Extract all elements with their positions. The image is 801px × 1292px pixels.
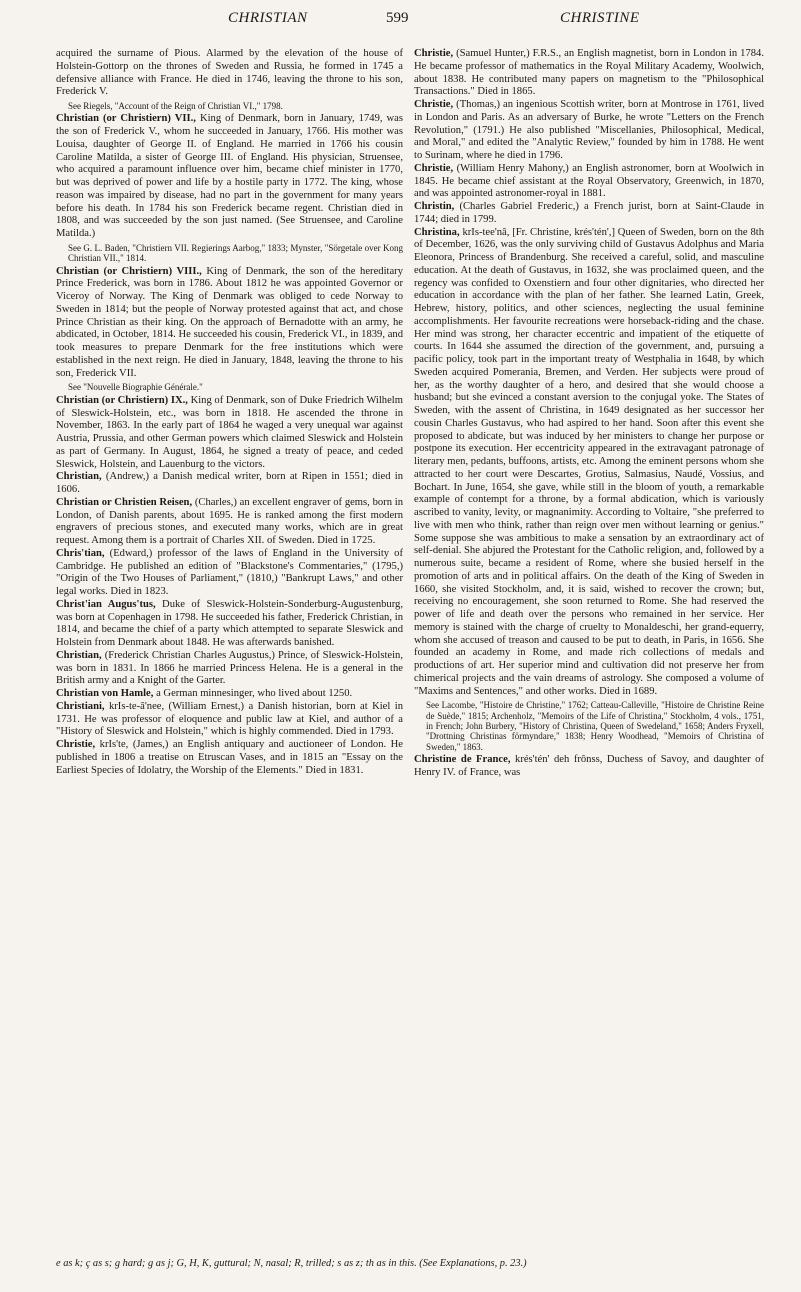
- page-number: 599: [386, 10, 409, 26]
- entry-text: (Edward,) professor of the laws of England in the University of Cambridge. He published an edition of "Blackstone's Commentaries," (1795,) "Origin of the Two Houses of Parliament," (1810,) "Bankrupt Laws," and other legal works. Died in 1823.: [56, 547, 403, 598]
- entry-text: (Andrew,) a Danish medical writer, born at Ripen in 1551; died in 1606.: [56, 471, 403, 496]
- entry-text: acquired the surname of Pious. Alarmed by the elevation of the house of Holstein-Gottorp on the thrones of Sweden and Russia, he formed in 1745 a defensive alliance with France. He died in 1746, leaving the throne to his son, Frederick V.: [56, 48, 403, 98]
- entry-headword: Christian (or Christiern) VII.,: [56, 113, 196, 125]
- entry-text: (Charles Gabriel Frederic,) a French jurist, born at Saint-Claude in 1744; died in 1799.: [414, 201, 764, 225]
- reference-note: [68, 382, 403, 392]
- dictionary-entry: [414, 227, 764, 699]
- dictionary-entry: [56, 395, 403, 472]
- entry-headword: Christian (or Christiern) VIII.,: [56, 265, 202, 277]
- running-head-right: CHRISTINE: [560, 10, 640, 26]
- dictionary-entry: [56, 650, 403, 688]
- dictionary-entry: [56, 48, 403, 99]
- dictionary-entry: [414, 754, 764, 780]
- entry-text: King of Denmark, born in January, 1749, was the son of Frederick V., whom he succeeded in January, 1766. His mother was Louisa, daughter of George II. of England. He married in 1766 his cousin Caroline Matilda, a sister of George III. of England. His physician, Struensee, who acquired a paramount influence over him, became chief minister in 1770, but was deprived of power and life by a hostile party in 1772. The king, whose reason was impaired by disease, had no part in the government for many years before his death. In 1784 his son Frederick became regent. Christian died in 1808, and was succeeded by the son just named. (See Struensee, and Caroline Matilda.): [56, 113, 404, 240]
- reference-text: See Lacombe, "Histoire de Christine," 1762; Catteau-Calleville, "Histoire de Christine Reine de Suède," 1815; Archenholz, "Memoirs of the Life of Christina," Stockholm, 4 vols., 1751, in French; John Burbery, "History of Christina, Queen of Swedeland," 1658; Anders Fryxell, "Drottning Christinas förmyndare," 1838; Henry Woodhead, "Memoirs of Christina of Sweden," 1863.: [426, 700, 764, 752]
- entry-headword: Christian (or Christiern) IX.,: [56, 394, 188, 406]
- dictionary-entry: [56, 266, 403, 381]
- entry-text: (Samuel Hunter,) F.R.S., an English magnetist, born in London in 1784. He became professor of mathematics in the Royal Military Academy, Woolwich, about 1838. He contributed many papers on magnetism to the "Philosophical Transactions." Died in 1865.: [414, 48, 764, 98]
- entry-headword: Christie,: [414, 99, 454, 110]
- dictionary-entry: [414, 163, 764, 201]
- entry-text: krIs'te, (James,) an English antiquary and auctioneer of London. He published in 1806 a treatise on Etruscan Vases, and in 1815 an "Essay on the Earliest Species of Idolatry, the Worship of the Elements." Died in 1831.: [56, 739, 403, 776]
- entry-headword: Christie,: [414, 48, 454, 59]
- entry-text: a German minnesinger, who lived about 1250.: [153, 688, 353, 700]
- reference-text: See Riegels, "Account of the Reign of Christian VI.," 1798.: [68, 101, 283, 111]
- entry-text: (William Henry Mahony,) an English astronomer, born at Woolwich in 1845. He became chief assistant at the Royal Observatory, Greenwich, in 1870, and was appointed astronomer-royal in 1881.: [414, 162, 764, 200]
- entry-headword: Chris'tian,: [56, 547, 105, 559]
- running-head-left: CHRISTIAN: [228, 10, 308, 26]
- entry-headword: Christin,: [414, 201, 455, 212]
- dictionary-entry: [56, 497, 403, 548]
- pronunciation-key: e as k; ç as s; g hard; g as j; G, H, K, guttural; N, nasal; R, trilled; s as z; th as in this. (See Explanations, p. 23.): [56, 1258, 527, 1269]
- dictionary-entry: [56, 688, 403, 701]
- entry-text: (Charles,) an excellent engraver of gems, born in London, of Danish parents, about 1695. He is ranked among the first modern engravers of precious stones, and executed many works, which are in great request. Among them is a portrait of Charles XII. of Sweden. Died in 1725.: [56, 496, 403, 547]
- entry-text: King of Denmark, son of Duke Friedrich Wilhelm of Sleswick-Holstein, etc., was born in 1818. He ascended the throne in November, 1863. In the early part of 1864 he waged a very unequal war against Austria, Prussia, and other German powers which claimed Sleswick and Holstein as part of Germany. In August, 1864, he signed a treaty of peace, and ceded Sleswick, Holstein, and Lauenburg to the victors.: [56, 394, 403, 470]
- dictionary-entry: [414, 48, 764, 99]
- entry-headword: Christie,: [56, 739, 96, 751]
- dictionary-entry: [56, 739, 403, 777]
- entry-headword: Christie,: [414, 162, 454, 174]
- dictionary-entry: [56, 113, 403, 241]
- dictionary-entry: [56, 471, 403, 497]
- entry-text: krIs-tee'nâ, [Fr. Christine, krés'tén',] Queen of Sweden, born on the 8th of December, 1626, was the only surviving child of Gustavus Adolphus and Maria Eleonora, Princess of Brandenburg. She received a careful, solid, and masculine education. At the death of Gustavus, in 1632, she was proclaimed queen, and the regency was confided to Oxenstiern and four other dignitaries, who directed her education in accordance with the plan of her father. She learned Latin, Greek, Hebrew, history, politics, and other sciences, neglecting the usual feminine accomplishments. Her favourite recreations were horseback-riding and the chase. Her mind was strong, her character eccentric and impatient of the etiquette of courts. In 1644 she assumed the direction of the government, and, pursuing a pacific policy, took part in the important treaty of Westphalia in 1648, by which Sweden acquired Pomerania, Bremen, and Verden. Her subjects were proud of her, as the worthy daughter of a hero, and desired that she would choose a husband; but she evinced a constant aversion to the conjugal yoke. The States of Sweden, with the assent of Christina, in 1649 designated as her successor her cousin Charles Gustavus, who had aspired to her hand. Soon after this event she proposed to abdicate, but was induced by her ministers to change her purpose or postpone its execution. Her eccentricity appeared in the extravagant patronage of literary men, pedants, buffoons, artists, etc. Among the eminent persons whom she attracted to her court were Descartes, Grotius, Salmasius, Naudé, Vossius, and Bochart. In June, 1654, she gave, while still in the bloom of youth, a remarkable example of contempt for a throne, by a formal abdication, which is variously ascribed to vanity, levity, or magnanimity. According to Voltaire, "she preferred to live with men who think, rather than reign over men without learning or genius." Some suppose she was ambitious to make a sensation by an extraordinary act of self-denial. She abjured the Protestant for the Catholic religion, and, followed by a numerous suite, became a resident of Rome, where she busied herself in the promotion of arts and in political affairs. On the death of the King of Sweden in 1660, she visited Stockholm, and, it is said, wished to recover the crown; but, receiving no encouragement, she soon returned to Rome. She had reserved the power of life and death over the persons who remained in her service. Her memory is stained with the charge of cruelty to Monaldeschi, her grand-equerry, whom she accused of treason and caused to be put to death, in Paris, in 1656. She founded an academy in Rome, and made rich collections of medals and productions of art. Her superior mind and cultivation did not preserve her from chimerical projects and the vain dreams of astrology. She composed a volume of "Maxims and Sentences," and other works. Died in 1689.: [414, 226, 764, 697]
- dictionary-entry: [56, 548, 403, 599]
- entry-text: krés'tén' deh frônss, Duchess of Savoy, and daughter of Henry IV. of France, was: [414, 754, 764, 779]
- page-header: [0, 10, 801, 40]
- entry-headword: Christian or Christien Reisen,: [56, 496, 193, 508]
- dictionary-entry: [414, 99, 764, 163]
- reference-note: [68, 243, 403, 264]
- reference-note: [426, 700, 764, 752]
- entry-text: (Thomas,) an ingenious Scottish writer, born at Montrose in 1761, lived in London and Paris. As an adversary of Burke, he wrote "Letters on the French Revolution," (1791.) He also published "Miscellanies, Philosophical, Medical, and Moral," and edited the "Analytic Review," founded by him in 1788. He went to Surinam, where he died in 1796.: [414, 99, 764, 161]
- right-column: [414, 48, 764, 780]
- entry-headword: Christ'ian Augus'tus,: [56, 598, 156, 610]
- reference-text: See "Nouvelle Biographie Générale.": [68, 382, 203, 393]
- dictionary-entry: [56, 599, 403, 650]
- entry-headword: Christian,: [56, 649, 102, 661]
- entry-text: (Frederick Christian Charles Augustus,) Prince, of Sleswick-Holstein, was born in 1831. In 1866 he married Princess Helena. He is a general in the British army and a Knight of the Garter.: [56, 649, 403, 687]
- entry-text: Duke of Sleswick-Holstein-Sonderburg-Augustenburg, was born at Copenhagen in 1798. He succeeded his father, Frederick Christian, in 1814, and became the chief of a party which attempted to separate Sleswick and Holstein from Denmark about 1848. He was afterwards banished.: [56, 598, 404, 649]
- entry-headword: Christian,: [56, 471, 102, 483]
- entry-headword: Christina,: [414, 226, 460, 238]
- entry-headword: Christiani,: [56, 700, 105, 712]
- dictionary-entry: [56, 701, 403, 739]
- entry-headword: Christian von Hamle,: [56, 688, 154, 700]
- entry-headword: Christine de France,: [414, 754, 511, 766]
- entry-text: krIs-te-â'nee, (William Ernest,) a Danish historian, born at Kiel in 1731. He was professor of eloquence and public law at Kiel, and author of a "History of Sleswick and Holstein," which is highly commended. Died in 1793.: [56, 700, 403, 738]
- reference-note: [68, 101, 403, 111]
- entry-text: King of Denmark, the son of the hereditary Prince Frederick, was born in 1786. About 1812 he was appointed Governor or Viceroy of Norway. The King of Denmark was obliged to cede Norway to Sweden in 1814; but the people of Norway protested against that act, and chose Prince Christian as their king. On the approach of Bernadotte with an army, he abdicated, in October, 1814. He succeeded his cousin, Frederick VI., in 1839, and took measures to prepare Denmark for the free institutions which were established in the next reign. He died in January, 1848, leaving the throne to his son, Frederick VII.: [56, 265, 403, 379]
- left-column: [56, 48, 403, 777]
- dictionary-entry: [414, 201, 764, 227]
- reference-text: See G. L. Baden, "Christiern VII. Regierings Aarbog," 1833; Mynster, "Sörgetale over Kong Christian VII.," 1814.: [68, 242, 403, 264]
